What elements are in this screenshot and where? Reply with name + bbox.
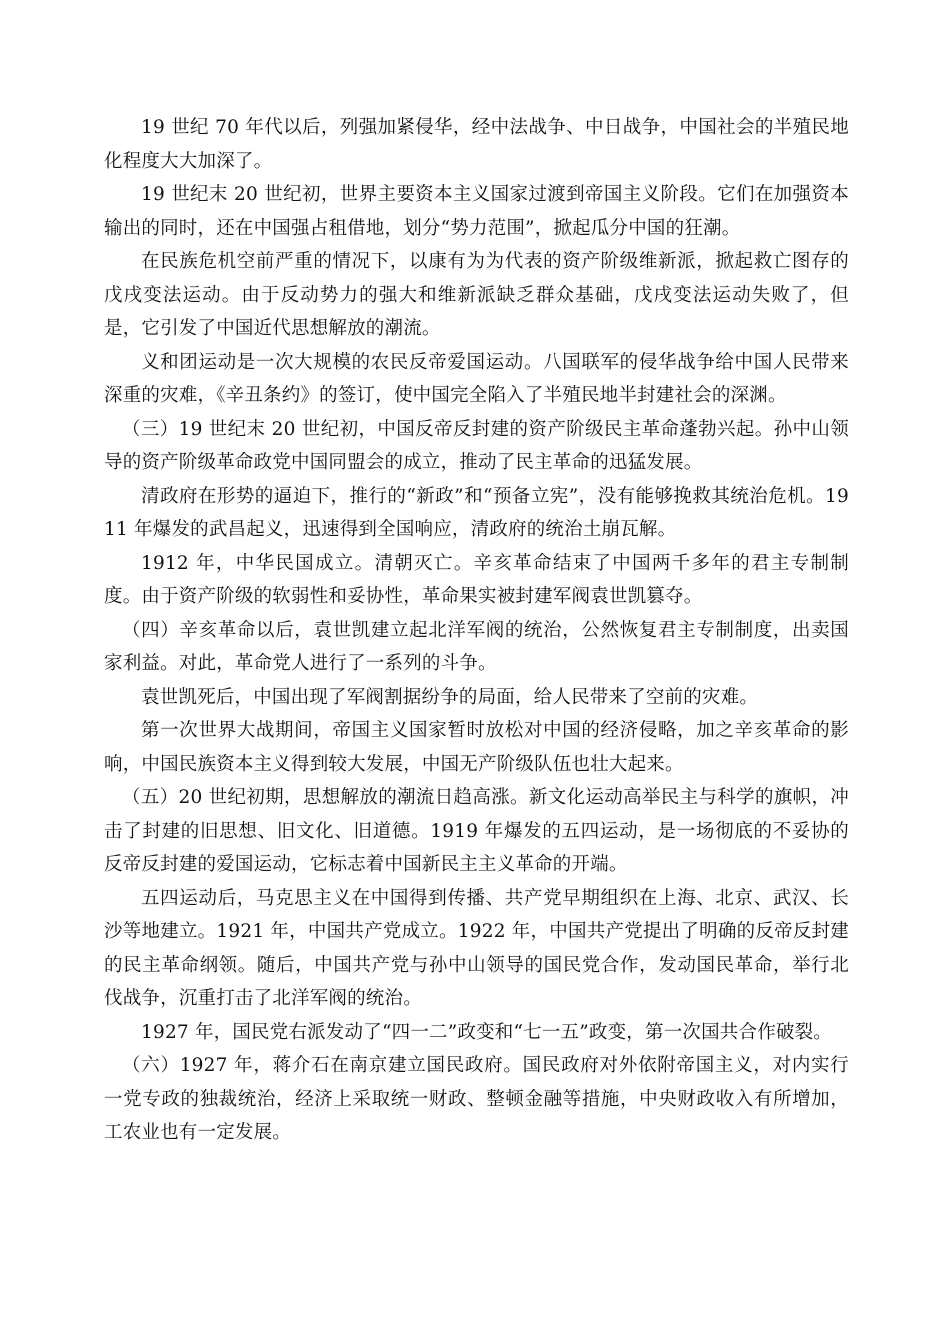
paragraph: 袁世凯死后，中国出现了军阀割据纷争的局面，给人民带来了空前的灾难。	[141, 686, 759, 708]
paragraph: 五四运动后，马克思主义在中国得到传播、共产党早期组织在上海、北京、武汉、长沙等地建立。1921 年，中国共产党成立。1922 年，中国共产党提出了明确的反帝反封建的民主革命纲领。随后，中国共产党与孙中山领导的国民党合作，发动国民革命，举行北伐战争，沉重打击了北洋军阀的统治。	[104, 887, 849, 1009]
paragraph: 19 世纪末 20 世纪初，世界主要资本主义国家过渡到帝国主义阶段。它们在加强资本输出的同时，还在中国强占租借地，划分“势力范围”，掀起瓜分中国的狂潮。	[104, 184, 849, 239]
paragraph: 第一次世界大战期间，帝国主义国家暂时放松对中国的经济侵略，加之辛亥革命的影响，中国民族资本主义得到较大发展，中国无产阶级队伍也壮大起来。	[104, 720, 849, 775]
section-paragraph: （三）19 世纪末 20 世纪初，中国反帝反封建的资产阶级民主革命蓬勃兴起。孙中山领导的资产阶级革命政党中国同盟会的成立，推动了民主革命的迅猛发展。	[104, 418, 849, 473]
paragraph: 清政府在形势的逼迫下，推行的“新政”和“预备立宪”，没有能够挽救其统治危机。1911 年爆发的武昌起义，迅速得到全国响应，清政府的统治土崩瓦解。	[104, 485, 849, 540]
section-paragraph: （四）辛亥革命以后，袁世凯建立起北洋军阀的统治，公然恢复君主专制制度，出卖国家利益。对此，革命党人进行了一系列的斗争。	[104, 619, 849, 674]
section-paragraph: （六）1927 年，蒋介石在南京建立国民政府。国民政府对外依附帝国主义，对内实行一党专政的独裁统治，经济上采取统一财政、整顿金融等措施，中央财政收入有所增加，工农业也有一定发展。	[104, 1055, 849, 1143]
paragraph: 义和团运动是一次大规模的农民反帝爱国运动。八国联军的侵华战争给中国人民带来深重的灾难，《辛丑条约》的签订，使中国完全陷入了半殖民地半封建社会的深渊。	[104, 351, 849, 406]
paragraph: 1912 年，中华民国成立。清朝灭亡。辛亥革命结束了中国两千多年的君主专制制度。由于资产阶级的软弱性和妥协性，革命果实被封建军阀袁世凯篡夺。	[104, 552, 849, 607]
document-body	[104, 111, 849, 1150]
section-paragraph: （五）20 世纪初期，思想解放的潮流日趋高涨。新文化运动高举民主与科学的旗帜，冲击了封建的旧思想、旧文化、旧道德。1919 年爆发的五四运动，是一场彻底的不妥协的反帝反封建的爱国运动，它标志着中国新民主主义革命的开端。	[104, 787, 849, 875]
paragraph: 19 世纪 70 年代以后，列强加紧侵华，经中法战争、中日战争，中国社会的半殖民地化程度大大加深了。	[104, 117, 849, 172]
paragraph: 在民族危机空前严重的情况下，以康有为为代表的资产阶级维新派，掀起救亡图存的戊戌变法运动。由于反动势力的强大和维新派缺乏群众基础，戊戌变法运动失败了，但是，它引发了中国近代思想解放的潮流。	[104, 251, 849, 339]
paragraph: 1927 年，国民党右派发动了“四一二”政变和“七一五”政变，第一次国共合作破裂。	[141, 1021, 832, 1043]
